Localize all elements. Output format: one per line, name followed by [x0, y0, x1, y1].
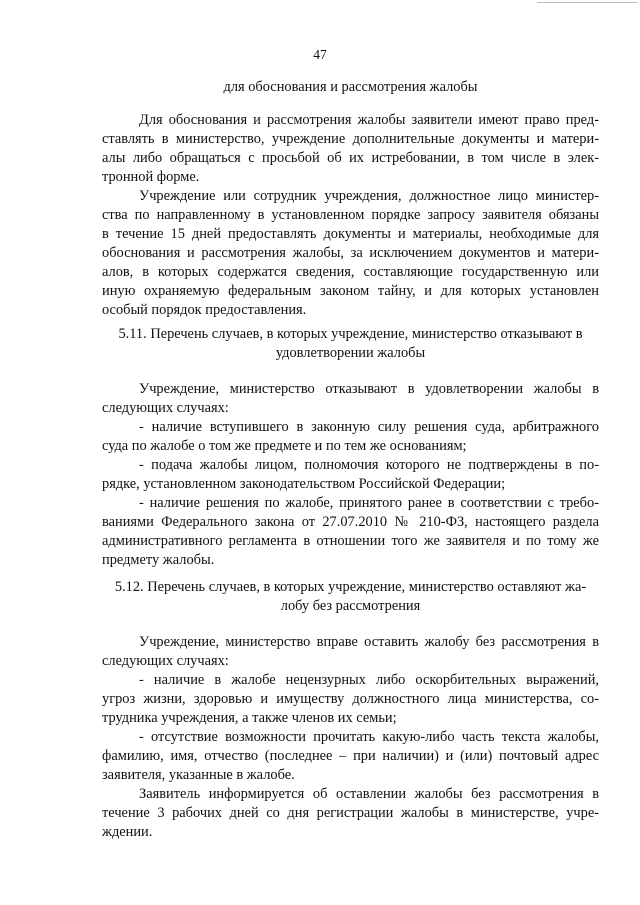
list-item: - наличие в жалобе нецензурных либо оскорбительных выражений, [139, 672, 599, 688]
text-line: рядке, установленном законодательством Российской Федерации; [102, 476, 506, 492]
text-line: угроз жизни, здоровью и имуществу должностного лица министерства, со- [102, 691, 599, 707]
text-line: заявителя, указанные в жалобе. [102, 767, 295, 783]
text-line: ваниями Федерального закона от 27.07.2010 № 210-ФЗ, настоящего раздела [102, 514, 599, 530]
text-line: следующих случаях: [102, 653, 229, 669]
page-number: 47 [313, 47, 327, 62]
list-item: - подача жалобы лицом, полномочия которого не подтверждены в по- [139, 457, 599, 473]
text-line: особый порядок предоставления. [102, 302, 307, 318]
text-line: Учреждение или сотрудник учреждения, должностное лицо министер- [139, 188, 599, 204]
text-line: Учреждение, министерство отказывают в удовлетворении жалобы в [139, 381, 599, 397]
text-line: трудника учреждения, а также членов их семьи; [102, 710, 397, 726]
list-item: - наличие вступившего в законную силу решения суда, арбитражного [139, 419, 599, 435]
text-line: ждении. [102, 824, 153, 840]
text-line: ства по направленному в установленном порядке запросу заявителя обязаны [102, 207, 599, 223]
text-line: в течение 15 дней предоставлять документы и материалы, необходимые для [102, 226, 599, 242]
text-line: Учреждение, министерство вправе оставить жалобу без рассмотрения в [139, 634, 599, 650]
list-item: - наличие решения по жалобе, принятого ранее в соответствии с требо- [139, 495, 599, 511]
text-line: алы либо обращаться с просьбой об их истребовании, в том числе в элек- [102, 150, 599, 166]
text-line: обоснования и рассмотрения жалобы, за исключением документов и матери- [102, 245, 599, 261]
text-line: Заявитель информируется об оставлении жалобы без рассмотрения в [139, 786, 599, 802]
section-subheading: для обоснования и рассмотрения жалобы [223, 79, 478, 95]
text-line: ставлять в министерство, учреждение дополнительные документы и матери- [102, 131, 599, 147]
text-line: Для обоснования и рассмотрения жалобы заявители имеют право пред- [139, 112, 599, 128]
section-heading-5-11-cont: удовлетворении жалобы [275, 345, 426, 361]
text-line: алов, в которых содержатся сведения, составляющие государственную или [102, 264, 599, 280]
text-line: течение 3 рабочих дней со дня регистрации жалобы в министерстве, учре- [102, 805, 599, 821]
text-line: иную охраняемую федеральным законом тайну, и для которых установлен [102, 283, 599, 299]
list-item: - отсутствие возможности прочитать какую-либо часть текста жалобы, [139, 729, 599, 745]
text-line: административного регламента в отношении того же заявителя и по тому же [102, 533, 599, 549]
section-heading-5-11: 5.11. Перечень случаев, в которых учреждение, министерство отказывают в [118, 326, 583, 342]
text-line: следующих случаях: [102, 400, 229, 416]
text-line: суда по жалобе о том же предмете и по тем же основаниям; [102, 438, 467, 454]
section-heading-5-12: 5.12. Перечень случаев, в которых учреждение, министерство оставляют жа- [114, 579, 587, 595]
section-heading-5-12-cont: лобу без рассмотрения [280, 598, 421, 614]
text-line: фамилию, имя, отчество (последнее – при наличии) и (или) почтовый адрес [102, 748, 599, 764]
top-rule [537, 2, 637, 3]
text-line: предмету жалобы. [102, 552, 215, 568]
text-line: тронной форме. [102, 169, 200, 185]
